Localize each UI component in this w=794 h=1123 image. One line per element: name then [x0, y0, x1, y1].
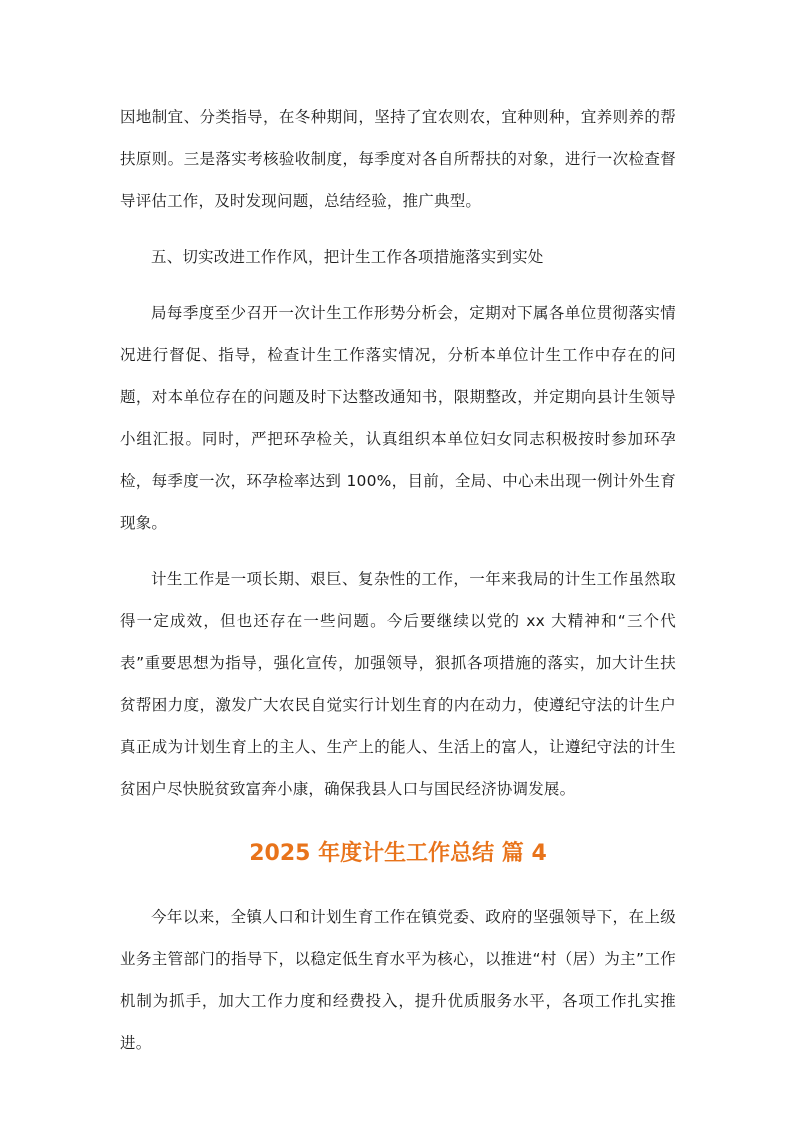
document-page [120, 96, 676, 1064]
paragraph-continued: 因地制宜、分类指导，在冬种期间，坚持了宜农则农，宜种则种，宜养则养的帮扶原则。三是落实考核验收制度，每季度对各自所帮扶的对象，进行一次检查督导评估工作，及时发现问题，总结经验，推广典型。 [120, 108, 676, 210]
section-five-body: 局每季度至少召开一次计生工作形势分析会，定期对下属各单位贯彻落实情况进行督促、指导，检查计生工作落实情况，分析本单位计生工作中存在的问题，对本单位存在的问题及时下达整改通知书，限期整改，并定期向县计生领导小组汇报。同时，严把环孕检关，认真组织本单位妇女同志积极按时参加环孕检，每季度一次，环孕检率达到 100%，目前，全局、中心未出现一例计外生育现象。 [120, 304, 676, 532]
part4-intro-paragraph: 今年以来，全镇人口和计划生育工作在镇党委、政府的坚强领导下，在上级业务主管部门的指导下，以稳定低生育水平为核心，以推进“村（居）为主”工作机制为抓手，加大工作力度和经费投入，提升优质服务水平，各项工作扎实推进。 [120, 908, 676, 1052]
part4-heading: 2025 年度计生工作总结 篇 4 [249, 841, 547, 866]
conclusion-paragraph: 计生工作是一项长期、艰巨、复杂性的工作，一年来我局的计生工作虽然取得一定成效，但也还存在一些问题。今后要继续以党的 xx 大精神和“三个代表”重要思想为指导，强化宣传，加强领导，狠抓各项措施的落实，加大计生扶贫帮困力度，激发广大农民自觉实行计划生育的内在动力，使遵纪守法的计生户真正成为计划生育上的主人、生产上的能人、生活上的富人，让遵纪守法的计生贫困户尽快脱贫致富奔小康，确保我县人口与国民经济协调发展。 [120, 570, 676, 798]
section-five-title: 五、切实改进工作作风，把计生工作各项措施落实到实处 [151, 248, 544, 266]
